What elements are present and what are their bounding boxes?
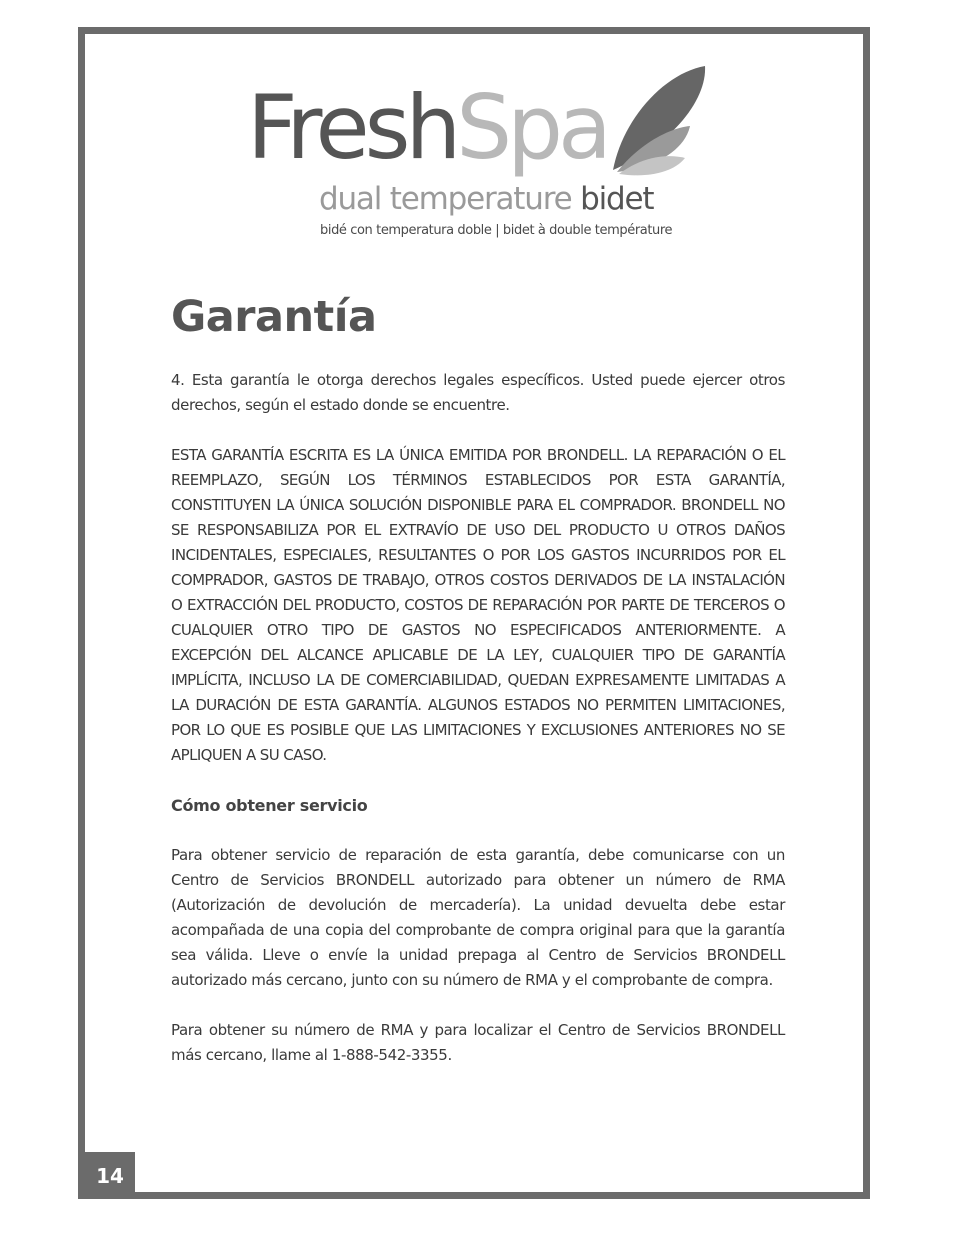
brand-subtagline: bidé con temperatura doble | bidet à double température xyxy=(320,223,673,238)
warranty-paragraph-rights: 4. Esta garantía le otorga derechos legales específicos. Usted puede ejercer otros derechos, según el estado donde se encuentre. xyxy=(171,371,785,414)
page-number: 14 xyxy=(85,1152,135,1199)
service-paragraph-contact: Para obtener su número de RMA y para localizar el Centro de Servicios BRONDELL más cercano, llame al 1-888-542-3355. xyxy=(171,1021,785,1064)
brand-name xyxy=(247,76,607,179)
freshspa-logo xyxy=(245,58,715,248)
service-paragraph-instructions: Para obtener servicio de reparación de esta garantía, debe comunicarse con un Centro de Servicios BRONDELL autorizado para obtener un número de RMA (Autorización de devolución de mercadería). La unidad devuelta debe estar acompañada de una copia del comprobante de compra original para que la garantía sea válida. Lleve o envíe la unidad prepaga al Centro de Servicios BRONDELL autorizado más cercano, junto con su número de RMA y el comprobante de compra. xyxy=(171,846,785,989)
brand-tagline xyxy=(319,181,654,217)
brand-part-fresh: Fresh xyxy=(247,76,457,179)
page-title: Garantía xyxy=(171,292,377,342)
tagline-bidet: bidet xyxy=(580,181,654,217)
section-heading: Cómo obtener servicio xyxy=(171,796,368,815)
tagline-dual-temperature: dual temperature xyxy=(319,181,572,217)
warranty-paragraph-limitations: ESTA GARANTÍA ESCRITA ES LA ÚNICA EMITIDA POR BRONDELL. LA REPARACIÓN O EL REEMPLAZO, SEGÚN LOS TÉRMINOS ESTABLECIDOS POR ESTA GARANTÍA, CONSTITUYEN LA ÚNICA SOLUCIÓN DISPONIBLE PARA EL COMPRADOR. BRONDELL NO SE RESPONSABILIZA POR EL EXTRAVÍO DE USO DEL PRODUCTO U OTROS DAÑOS INCIDENTALES, ESPECIALES, RESULTANTES O POR LOS GASTOS INCURRIDOS POR EL COMPRADOR, GASTOS DE TRABAJO, OTROS COSTOS DERIVADOS DE LA INSTALACIÓN O EXTRACCIÓN DEL PRODUCTO, COSTOS DE REPARACIÓN POR PARTE DE TERCEROS O CUALQUIER OTRO TIPO DE GASTOS NO ESPECIFICADOS ANTERIORMENTE. A EXCEPCIÓN DEL ALCANCE APLICABLE DE LA LEY, CUALQUIER TIPO DE GARANTÍA IMPLÍCITA, INCLUSO LA DE COMERCIABILIDAD, QUEDAN EXPRESAMENTE LIMITADAS A LA DURACIÓN DE ESTA GARANTÍA. ALGUNOS ESTADOS NO PERMITEN LIMITACIONES, POR LO QUE ES POSIBLE QUE LAS LIMITACIONES Y EXCLUSIONES ANTERIORES NO SE APLIQUEN A SU CASO. xyxy=(171,446,785,764)
brand-part-spa: Spa xyxy=(456,76,607,179)
warranty-content xyxy=(171,368,785,1093)
